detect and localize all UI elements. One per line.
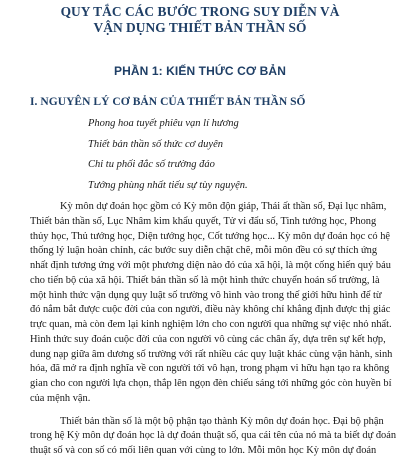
paragraph-2-line: trong hệ Kỳ môn dự đoán học là dự đoán thuật số, qua cái tên của nó mà ta biết dự đoán	[30, 430, 397, 442]
paragraph-1-line: nhất định tương ứng với một phương diện nào đó của xã hội, là một cống hiến quý báu	[30, 260, 391, 271]
paragraph-1-line: hóa, đã mở ra định nghĩa về con người tới vô hạn, trong phạm vi hữu hạn tạo ra không	[30, 363, 390, 375]
paragraph-1-line: trực quan, mà còn đem lại kinh nghiệm lớn cho con người qua những sự việc nhỏ nhất.	[30, 319, 392, 330]
paragraph-1-line: Hình thức suy đoán cuộc đời của con người vô cùng các chân ấy, dựa trên sự kết hợp,	[30, 333, 386, 345]
section-heading: I. NGUYÊN LÝ CƠ BẢN CỦA THIẾT BẢN THẦN SỐ	[30, 96, 306, 108]
paragraph-2-line: thuật số và con số có mối liên quan với cùng to lớn. Mỗi môn học Kỳ môn dự đoán	[30, 445, 377, 456]
paragraph-1-line: của mệnh vận.	[30, 392, 91, 404]
paragraph-1-line: Kỳ môn dự đoán học gồm có Kỳ môn độn giáp, Thái ất thần số, Đại lục nhâm,	[60, 201, 387, 212]
paragraph-gap	[30, 407, 375, 415]
paragraph-1-line: cho tiến bộ của xã hội. Thiết bản thần số là một hình thức chuyển hoán số trường, là	[30, 274, 380, 286]
poem-line: Phong hoa tuyết phiêu vạn lí hương	[88, 118, 239, 129]
poem-line: Chỉ tu phối đắc số trường đáo	[88, 159, 215, 170]
paragraph-1-line: gian cho con người lựa chọn, thắp lên ngọn đèn chiếu sáng tới những góc còn huyền bí	[30, 378, 392, 389]
body-text	[30, 200, 397, 459]
poem-line: Thiết bản thần số thức cơ duyên	[88, 138, 223, 150]
document-title-line-1: QUY TẮC CÁC BƯỚC TRONG SUY DIỄN VÀ	[60, 4, 340, 19]
paragraph-2-line: Thiết bản thần số là một bộ phận tạo thành Kỳ môn dự đoán học. Đại bộ phận	[60, 415, 384, 427]
paragraph-1-line: thống lý luận hoàn chỉnh, các bước suy diễn chặt chẽ, mỗi môn đều có sự thích ứng	[30, 245, 378, 257]
paragraph-1-line: dung nạp giữa âm dương số trường với rất nhiều các quy luật khác cùng vận hành, sinh	[30, 348, 393, 360]
paragraph-1-line: thủy học, Thủ tướng học, Diện tướng học, Cốt tướng học... Kỳ môn dự đoán học có hệ	[30, 230, 391, 242]
paragraph-1-line: đó nắm bắt được cuộc đời của con người, điều này không chỉ khẳng định được thị giác	[30, 304, 391, 316]
document-title-line-2: VẬN DỤNG THIẾT BẢN THẦN SỐ	[93, 20, 307, 35]
poem-block	[88, 114, 248, 196]
paragraph-1-line: một hình thức vận dụng quy luật số trường vô hình vào trong thế giới hữu hình để từ	[30, 289, 382, 301]
paragraph-1-line: Thiết bản thần số, Lục Nhâm kim khẩu quyết, Tử vi đẩu số, Tinh tướng học, Phong	[30, 215, 377, 227]
part-heading: PHẦN 1: KIẾN THỨC CƠ BẢN	[114, 64, 286, 78]
poem-line: Tướng phùng nhất tiếu sự tùy nguyện.	[88, 179, 248, 191]
